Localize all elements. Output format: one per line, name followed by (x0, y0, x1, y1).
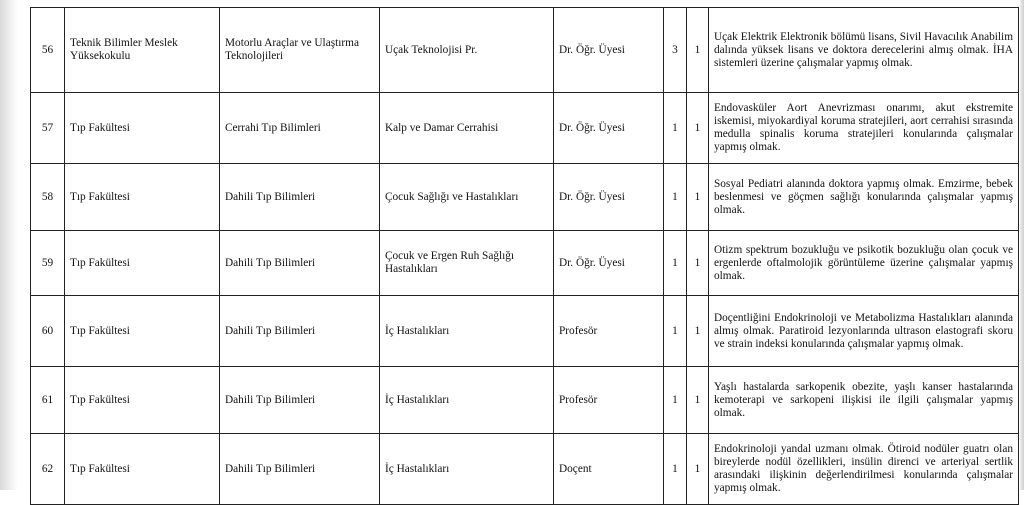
table-row (31, 231, 1019, 296)
title-cell: Profesör (554, 367, 664, 434)
table-row (31, 434, 1019, 505)
title-cell: Dr. Öğr. Üyesi (554, 231, 664, 296)
faculty-cell: Teknik Bilimler Meslek Yüksekokulu (65, 8, 220, 93)
count-cell: 1 (664, 164, 687, 231)
row-number: 61 (31, 367, 65, 434)
faculty-cell: Tıp Fakültesi (65, 231, 220, 296)
row-number: 60 (31, 296, 65, 367)
count-cell: 1 (687, 367, 709, 434)
title-cell: Profesör (554, 296, 664, 367)
row-number: 58 (31, 164, 65, 231)
row-number: 59 (31, 231, 65, 296)
table-row (31, 164, 1019, 231)
count-cell: 1 (664, 231, 687, 296)
count-cell: 3 (664, 8, 687, 93)
requirements-cell: Endovasküler Aort Anevrizması onarımı, akut ekstremite iskemisi, miyokardiyal koruma stratejileri, aort cerrahisi sırasında medulla spinalis koruma stratejileri konularında çalışmalar yapmış olmak. (709, 93, 1019, 164)
table-row (31, 8, 1019, 93)
count-cell: 1 (687, 8, 709, 93)
count-cell: 1 (664, 93, 687, 164)
count-cell: 1 (664, 296, 687, 367)
department-cell: Motorlu Araçlar ve Ulaştırma Teknolojileri (220, 8, 380, 93)
requirements-cell: Uçak Elektrik Elektronik bölümü lisans, Sivil Havacılık Anabilim dalında yüksek lisans ve doktora derecelerini almış olmak. İHA sistemleri üzerine çalışmalar yapmış olmak. (709, 8, 1019, 93)
count-cell: 1 (687, 231, 709, 296)
requirements-cell: Endokrinoloji yandal uzmanı olmak. Ötiroid nodüler guatrı olan bireylerde nodül özellikleri, insülin direnci ve arteriyal sertlik arasındaki ilişkinin değerlendirilmesi konularında çalışmalar yapmış olmak. (709, 434, 1019, 505)
faculty-cell: Tıp Fakültesi (65, 164, 220, 231)
count-cell: 1 (687, 93, 709, 164)
count-cell: 1 (687, 296, 709, 367)
program-cell: Çocuk Sağlığı ve Hastalıkları (380, 164, 554, 231)
faculty-cell: Tıp Fakültesi (65, 434, 220, 505)
requirements-cell: Otizm spektrum bozukluğu ve psikotik bozukluğu olan çocuk ve ergenlerde oftalmolojik görüntüleme üzerine çalışmalar yapmış olmak. (709, 231, 1019, 296)
department-cell: Cerrahi Tıp Bilimleri (220, 93, 380, 164)
department-cell: Dahili Tıp Bilimleri (220, 434, 380, 505)
department-cell: Dahili Tıp Bilimleri (220, 164, 380, 231)
title-cell: Dr. Öğr. Üyesi (554, 93, 664, 164)
faculty-cell: Tıp Fakültesi (65, 93, 220, 164)
count-cell: 1 (664, 434, 687, 505)
faculty-cell: Tıp Fakültesi (65, 296, 220, 367)
title-cell: Dr. Öğr. Üyesi (554, 8, 664, 93)
row-number: 62 (31, 434, 65, 505)
title-cell: Doçent (554, 434, 664, 505)
department-cell: Dahili Tıp Bilimleri (220, 231, 380, 296)
program-cell: İç Hastalıkları (380, 296, 554, 367)
viewer-scrollbar-edge (1020, 0, 1024, 490)
program-cell: Kalp ve Damar Cerrahisi (380, 93, 554, 164)
row-number: 57 (31, 93, 65, 164)
count-cell: 1 (687, 434, 709, 505)
department-cell: Dahili Tıp Bilimleri (220, 296, 380, 367)
program-cell: Uçak Teknolojisi Pr. (380, 8, 554, 93)
requirements-cell: Yaşlı hastalarda sarkopenik obezite, yaşlı kanser hastalarında kemoterapi ve sarkopeni ilişkisi ile ilgili çalışmalar yapmış olmak. (709, 367, 1019, 434)
requirements-cell: Sosyal Pediatri alanında doktora yapmış olmak. Emzirme, bebek beslenmesi ve göçmen sağlığı konularında çalışmalar yapmış olmak. (709, 164, 1019, 231)
faculty-cell: Tıp Fakültesi (65, 367, 220, 434)
program-cell: İç Hastalıkları (380, 434, 554, 505)
count-cell: 1 (664, 367, 687, 434)
positions-table (30, 7, 1019, 505)
table-row (31, 93, 1019, 164)
requirements-cell: Doçentliğini Endokrinoloji ve Metabolizma Hastalıkları alanında almış olmak. Paratiroid lezyonlarında ultrason elastografi skoru ve strain indeksi konularında çalışmalar yapmış olmak. (709, 296, 1019, 367)
title-cell: Dr. Öğr. Üyesi (554, 164, 664, 231)
program-cell: İç Hastalıkları (380, 367, 554, 434)
department-cell: Dahili Tıp Bilimleri (220, 367, 380, 434)
viewer-left-margin (0, 0, 18, 490)
row-number: 56 (31, 8, 65, 93)
table-row (31, 367, 1019, 434)
program-cell: Çocuk ve Ergen Ruh Sağlığı Hastalıkları (380, 231, 554, 296)
table-row (31, 296, 1019, 367)
count-cell: 1 (687, 164, 709, 231)
